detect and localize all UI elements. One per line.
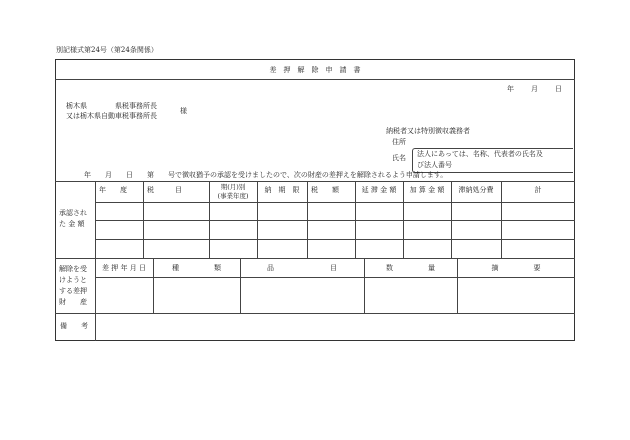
header-tax-amount: 税 額 (311, 186, 339, 194)
honorific: 様 (180, 107, 187, 115)
release-table-bottom (55, 313, 575, 314)
header-deadline: 納 期 限 (264, 186, 300, 194)
header-year: 年 度 (99, 186, 127, 194)
addressee-line-1: 栃木県 県税事務所長 (66, 102, 157, 110)
name-note-line-1: 法人にあっては、名称、代表者の氏名及 (417, 150, 543, 158)
header-period-line-2: (事業年度) (217, 192, 249, 200)
name-note-line-2: び法人番号 (417, 161, 452, 169)
header-additional: 加 算 金 額 (409, 186, 445, 194)
approved-row-line-2 (95, 239, 575, 240)
form-title: 差 押 解 除 申 請 書 (269, 66, 361, 74)
approved-header-bottom (95, 202, 575, 203)
header-summary: 摘 要 (491, 264, 541, 272)
approved-row-line-1 (95, 220, 575, 221)
approved-col-line (307, 181, 308, 258)
name-label: 氏名 (392, 154, 406, 162)
header-seizure-date: 差 押 年 月 日 (102, 264, 146, 272)
release-row-label-2: けようと (59, 276, 87, 284)
approved-row-label-2: た 金 額 (59, 220, 85, 228)
address-label: 住所 (392, 138, 406, 146)
header-kind: 種 類 (172, 264, 221, 272)
release-row-label-1: 解除を受 (59, 265, 87, 273)
release-row-label-4: 財 産 (59, 298, 87, 306)
release-row-label-3: する差押 (59, 287, 87, 295)
header-tax-item: 税 目 (147, 186, 182, 194)
approved-col-line (95, 181, 96, 258)
header-delinquent: 延 滞 金 額 (361, 186, 397, 194)
form-number: 別記様式第24号（第24条関係） (56, 46, 158, 54)
remarks-label: 備 考 (60, 322, 88, 330)
header-total: 計 (534, 186, 542, 194)
release-header-bottom (95, 277, 575, 278)
taxpayer-label: 納税者又は特別徴収義務者 (386, 127, 470, 135)
header-period-line-1: 期(月)別 (220, 183, 246, 191)
header-quantity: 数 量 (386, 264, 435, 272)
approved-col-line (143, 181, 144, 258)
approved-table-top (55, 181, 575, 182)
addressee-line-2: 又は栃木県自動車税事務所長 (66, 112, 157, 120)
header-disposal-cost: 滞納処分費 (458, 186, 494, 194)
title-divider (55, 79, 575, 80)
header-item: 品 目 (267, 264, 337, 272)
approved-row-label-1: 承認され (59, 209, 87, 217)
application-statement: 年 月 日 第 号で徴収猶予の承認を受けましたので、次の財産の差押えを解除されるよう申請します。 (84, 171, 448, 179)
approved-table-bottom (55, 258, 575, 259)
application-date: 年 月 日 (507, 85, 563, 93)
